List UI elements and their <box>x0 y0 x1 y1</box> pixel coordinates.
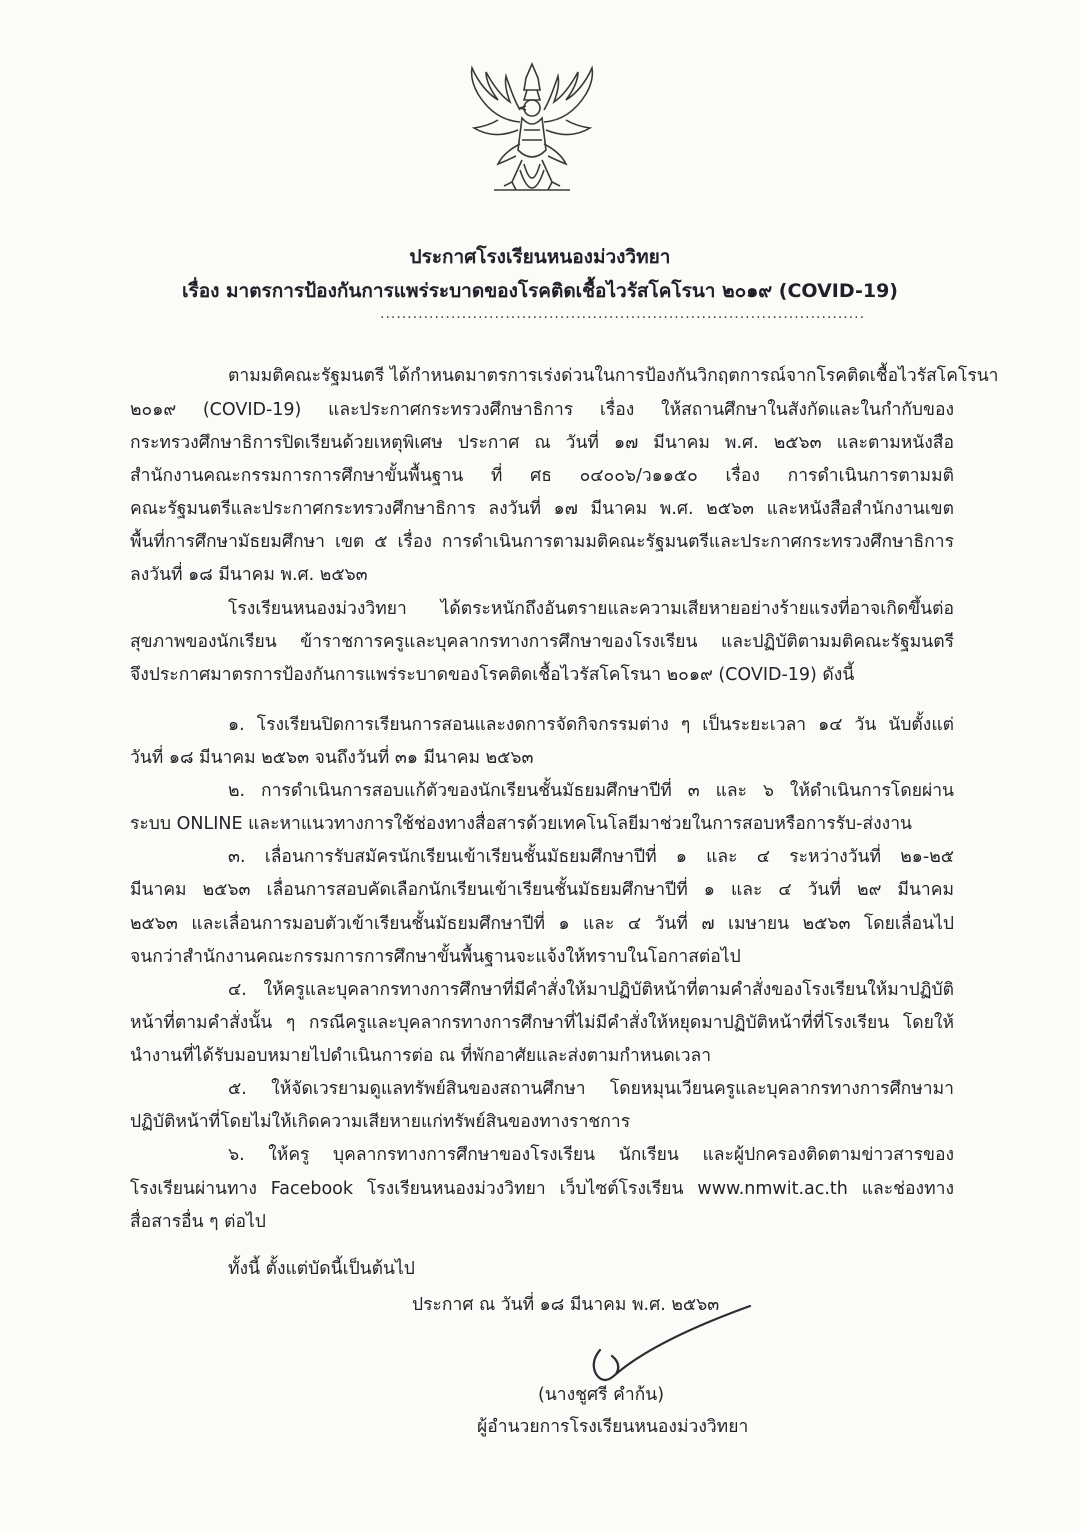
measure-item-1: ๑. โรงเรียนปิดการเรียนการสอนและงดการจัดกิจกรรมต่าง ๆ เป็นระยะเวลา ๑๔ วัน นับตั้งแต่ <box>228 715 954 735</box>
body-line: ปฏิบัติหน้าที่โดยไม่ให้เกิดความเสียหายแก่ทรัพย์สินของทางราชการ <box>130 1112 631 1132</box>
measure-item-2: ๒. การดำเนินการสอบแก้ตัวของนักเรียนชั้นมัธยมศึกษาปีที่ ๓ และ ๖ ให้ดำเนินการโดยผ่าน <box>228 781 954 801</box>
body-line: วันที่ ๑๘ มีนาคม ๒๕๖๓ จนถึงวันที่ ๓๑ มีนาคม ๒๕๖๓ <box>130 748 534 768</box>
measure-item-4: ๔. ให้ครูและบุคลากรทางการศึกษาที่มีคำสั่งให้มาปฏิบัติหน้าที่ตามคำสั่งของโรงเรียนให้มาปฏิบัติ <box>228 980 954 1000</box>
body-line: สื่อสารอื่น ๆ ต่อไป <box>130 1212 266 1232</box>
body-line: ๒๐๑๙ (COVID-19) และประกาศกระทรวงศึกษาธิการ เรื่อง ให้สถานศึกษาในสังกัดและในกำกับของ <box>130 400 954 420</box>
body-line: ลงวันที่ ๑๘ มีนาคม พ.ศ. ๒๕๖๓ <box>130 565 368 585</box>
announce-date: ประกาศ ณ วันที่ ๑๘ มีนาคม พ.ศ. ๒๕๖๓ <box>412 1295 720 1315</box>
body-line: หน้าที่ตามคำสั่งนั้น ๆ กรณีครูและบุคลากรทางการศึกษาที่ไม่มีคำสั่งให้หยุดมาปฏิบัติหน้าที่ที่โรงเรียน โดยให้ <box>130 1013 954 1033</box>
measure-item-5: ๕. ให้จัดเวรยามดูแลทรัพย์สินของสถานศึกษา โดยหมุนเวียนครูและบุคลากรทางการศึกษามา <box>228 1079 954 1099</box>
separator-dotted-line: ......................................................................................... <box>380 306 866 322</box>
body-line: ระบบ ONLINE และหาแนวทางการใช้ช่องทางสื่อสารด้วยเทคโนโลยีมาช่วยในการสอบหรือการรับ-ส่งงาน <box>130 814 912 834</box>
body-line: ตามมติคณะรัฐมนตรี ได้กำหนดมาตรการเร่งด่วนในการป้องกันวิกฤตการณ์จากโรคติดเชื้อไวรัสโคโรนา <box>228 366 999 386</box>
body-line: จึงประกาศมาตรการป้องกันการแพร่ระบาดของโรคติดเชื้อไวรัสโคโรนา ๒๐๑๙ (COVID-19) ดังนี้ <box>130 665 855 685</box>
measure-item-3: ๓. เลื่อนการรับสมัครนักเรียนเข้าเรียนชั้นมัธยมศึกษาปีที่ ๑ และ ๔ ระหว่างวันที่ ๒๑-๒๕ <box>228 847 954 867</box>
signer-name: (นางชูศรี คำก้น) <box>538 1385 665 1405</box>
body-line: จนกว่าสำนักงานคณะกรรมการการศึกษาขั้นพื้นฐานจะแจ้งให้ทราบในโอกาสต่อไป <box>130 947 741 967</box>
body-line: สำนักงานคณะกรรมการการศึกษาขั้นพื้นฐาน ที่ ศธ ๐๔๐๐๖/ว๑๑๕๐ เรื่อง การดำเนินการตามมติ <box>130 466 954 486</box>
announcement-title: ประกาศโรงเรียนหนองม่วงวิทยา <box>409 246 671 268</box>
body-line: พื้นที่การศึกษามัธยมศึกษา เขต ๕ เรื่อง การดำเนินการตามมติคณะรัฐมนตรีและประกาศกระทรวงศึกษาธิการ <box>130 532 954 552</box>
body-line: คณะรัฐมนตรีและประกาศกระทรวงศึกษาธิการ ลงวันที่ ๑๗ มีนาคม พ.ศ. ๒๕๖๓ และหนังสือสำนักงานเขต <box>130 499 954 519</box>
body-line: สุขภาพของนักเรียน ข้าราชการครูและบุคลากรทางการศึกษาของโรงเรียน และปฏิบัติตามมติคณะรัฐมนตรี <box>130 632 954 652</box>
body-line: กระทรวงศึกษาธิการปิดเรียนด้วยเหตุพิเศษ ประกาศ ณ วันที่ ๑๗ มีนาคม พ.ศ. ๒๕๖๓ และตามหนังสือ <box>130 433 954 453</box>
body-line: โรงเรียนผ่านทาง Facebook โรงเรียนหนองม่วงวิทยา เว็บไซต์โรงเรียน www.nmwit.ac.th และช่องทาง <box>130 1179 954 1199</box>
measure-item-6: ๖. ให้ครู บุคลากรทางการศึกษาของโรงเรียน นักเรียน และผู้ปกครองติดตามข่าวสารของ <box>228 1145 954 1165</box>
closing-line: ทั้งนี้ ตั้งแต่บัดนี้เป็นต้นไป <box>228 1259 415 1279</box>
announcement-subject: เรื่อง มาตรการป้องกันการแพร่ระบาดของโรคติดเชื้อไวรัสโคโรนา ๒๐๑๙ (COVID-19) <box>182 280 898 302</box>
body-line: โรงเรียนหนองม่วงวิทยา ได้ตระหนักถึงอันตรายและความเสียหายอย่างร้ายแรงที่อาจเกิดขึ้นต่อ <box>228 599 954 619</box>
garuda-emblem-icon <box>464 60 600 210</box>
body-line: ๒๕๖๓ และเลื่อนการมอบตัวเข้าเรียนชั้นมัธยมศึกษาปีที่ ๑ และ ๔ วันที่ ๗ เมษายน ๒๕๖๓ โดยเลื่อนไป <box>130 914 954 934</box>
signer-title: ผู้อำนวยการโรงเรียนหนองม่วงวิทยา <box>477 1417 749 1437</box>
body-line: นำงานที่ได้รับมอบหมายไปดำเนินการต่อ ณ ที่พักอาศัยและส่งตามกำหนดเวลา <box>130 1046 712 1066</box>
body-line: มีนาคม ๒๕๖๓ เลื่อนการสอบคัดเลือกนักเรียนเข้าเรียนชั้นมัธยมศึกษาปีที่ ๑ และ ๔ วันที่ ๒๙ มีนาคม <box>130 880 954 900</box>
